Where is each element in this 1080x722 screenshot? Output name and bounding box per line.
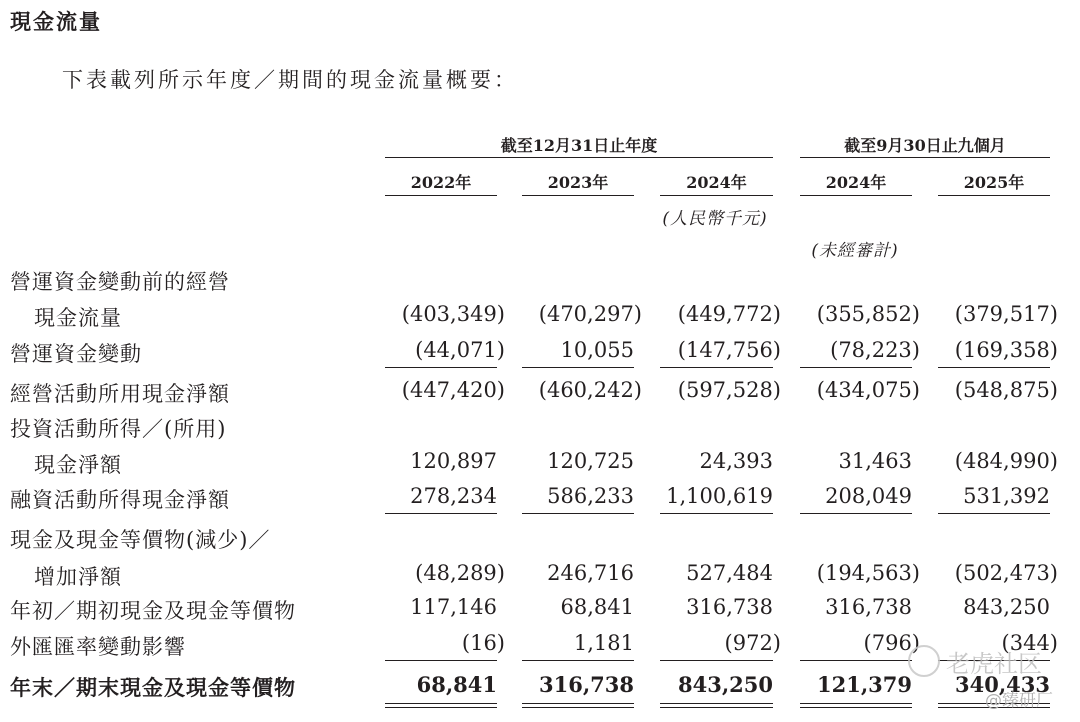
table-cell: 120,725	[547, 449, 634, 473]
table-cell: (502,473)	[954, 561, 1058, 585]
table-cell: 24,393	[699, 449, 773, 473]
watermark-handle: @臻研厂	[985, 691, 1053, 711]
row-label: 現金及現金等價物(減少)／	[10, 528, 271, 552]
column-header-2023: 2023年	[547, 173, 609, 192]
subtotal-rule	[522, 513, 634, 514]
row-label: 增加淨額	[34, 565, 122, 589]
column-rule	[385, 195, 497, 196]
row-label: 投資活動所得／(所用)	[10, 417, 227, 441]
table-cell: (484,990)	[954, 449, 1058, 473]
subtotal-rule	[385, 513, 497, 514]
table-cell: 120,897	[410, 449, 497, 473]
table-cell: (796)	[863, 631, 920, 655]
subtotal-rule	[660, 513, 773, 514]
total-cell: 316,738	[539, 672, 634, 697]
table-cell: 843,250	[963, 595, 1050, 619]
subtotal-rule	[938, 367, 1050, 368]
table-cell: (344)	[1001, 631, 1058, 655]
group-rule-annual	[385, 157, 773, 158]
row-label: 融資活動所得現金淨額	[10, 488, 230, 512]
table-cell: (460,242)	[538, 378, 642, 402]
group-rule-nine-months	[800, 157, 1050, 158]
row-label: 現金淨額	[34, 453, 122, 477]
table-cell: 208,049	[825, 484, 912, 508]
table-cell: 316,738	[686, 595, 773, 619]
subtotal-rule	[938, 513, 1050, 514]
row-label: 營運資金變動	[10, 342, 142, 366]
total-double-rule	[800, 703, 912, 708]
total-cell: 68,841	[416, 672, 497, 697]
row-label: 年初／期初現金及現金等價物	[10, 599, 296, 623]
total-double-rule	[385, 703, 497, 708]
table-cell: (548,875)	[954, 378, 1058, 402]
column-header-2024-nine-months: 2024年	[825, 173, 887, 192]
table-cell: (169,358)	[954, 338, 1058, 362]
table-cell: (355,852)	[816, 302, 920, 326]
table-cell: 10,055	[560, 338, 634, 362]
table-cell: 527,484	[686, 561, 773, 585]
table-cell: 278,234	[410, 484, 497, 508]
intro-text: 下表載列所示年度／期間的現金流量概要：	[62, 68, 518, 92]
table-cell: 531,392	[963, 484, 1050, 508]
row-label: 營運資金變動前的經營	[10, 270, 230, 294]
subtotal-rule	[385, 660, 497, 661]
total-cell: 340,433	[955, 672, 1050, 697]
table-cell: (16)	[461, 631, 505, 655]
table-cell: (194,563)	[816, 561, 920, 585]
row-label: 現金流量	[34, 306, 122, 330]
subtotal-rule	[800, 367, 912, 368]
total-double-rule	[522, 703, 634, 708]
row-label: 經營活動所用現金淨額	[10, 382, 230, 406]
row-label: 外匯匯率變動影響	[10, 635, 186, 659]
table-cell: (78,223)	[830, 338, 920, 362]
group-title-annual: 截至12月31日止年度	[500, 136, 658, 155]
subtotal-rule	[522, 367, 634, 368]
column-rule	[660, 195, 773, 196]
column-header-2025: 2025年	[963, 173, 1025, 192]
subtotal-rule	[660, 367, 773, 368]
subtotal-rule	[660, 660, 773, 661]
table-cell: (972)	[724, 631, 781, 655]
column-header-2022: 2022年	[410, 173, 472, 192]
table-cell: (597,528)	[677, 378, 781, 402]
table-cell: (147,756)	[677, 338, 781, 362]
table-cell: (447,420)	[401, 378, 505, 402]
total-row-label: 年末／期末現金及現金等價物	[10, 675, 296, 700]
subtotal-rule	[522, 660, 634, 661]
total-double-rule	[660, 703, 773, 708]
table-cell: (379,517)	[954, 302, 1058, 326]
table-cell: 68,841	[560, 595, 634, 619]
table-cell: (434,075)	[816, 378, 920, 402]
table-cell: 586,233	[547, 484, 634, 508]
column-header-2024-annual: 2024年	[686, 173, 747, 192]
table-cell: (470,297)	[538, 302, 642, 326]
table-cell: 117,146	[410, 595, 497, 619]
subtotal-rule	[385, 367, 497, 368]
table-cell: (48,289)	[415, 561, 505, 585]
section-heading: 現金流量	[10, 9, 102, 34]
total-cell: 121,379	[817, 672, 912, 697]
column-rule	[938, 195, 1050, 196]
table-cell: 246,716	[547, 561, 634, 585]
tiger-logo-icon	[908, 645, 940, 677]
table-cell: 316,738	[825, 595, 912, 619]
unaudited-note: (未經審計)	[811, 241, 899, 261]
table-cell: 1,181	[573, 631, 634, 655]
total-cell: 843,250	[678, 672, 773, 697]
table-cell: (403,349)	[401, 302, 505, 326]
group-title-nine-months: 截至9月30日止九個月	[844, 136, 1006, 155]
table-cell: 31,463	[838, 449, 912, 473]
subtotal-rule	[800, 513, 912, 514]
column-rule	[800, 195, 912, 196]
watermark-brand: 老虎社区	[946, 650, 1042, 678]
table-cell: 1,100,619	[666, 484, 773, 508]
unit-note: (人民幣千元)	[662, 209, 768, 229]
column-rule	[522, 195, 634, 196]
table-cell: (44,071)	[415, 338, 505, 362]
table-cell: (449,772)	[677, 302, 781, 326]
subtotal-rule	[800, 660, 912, 661]
